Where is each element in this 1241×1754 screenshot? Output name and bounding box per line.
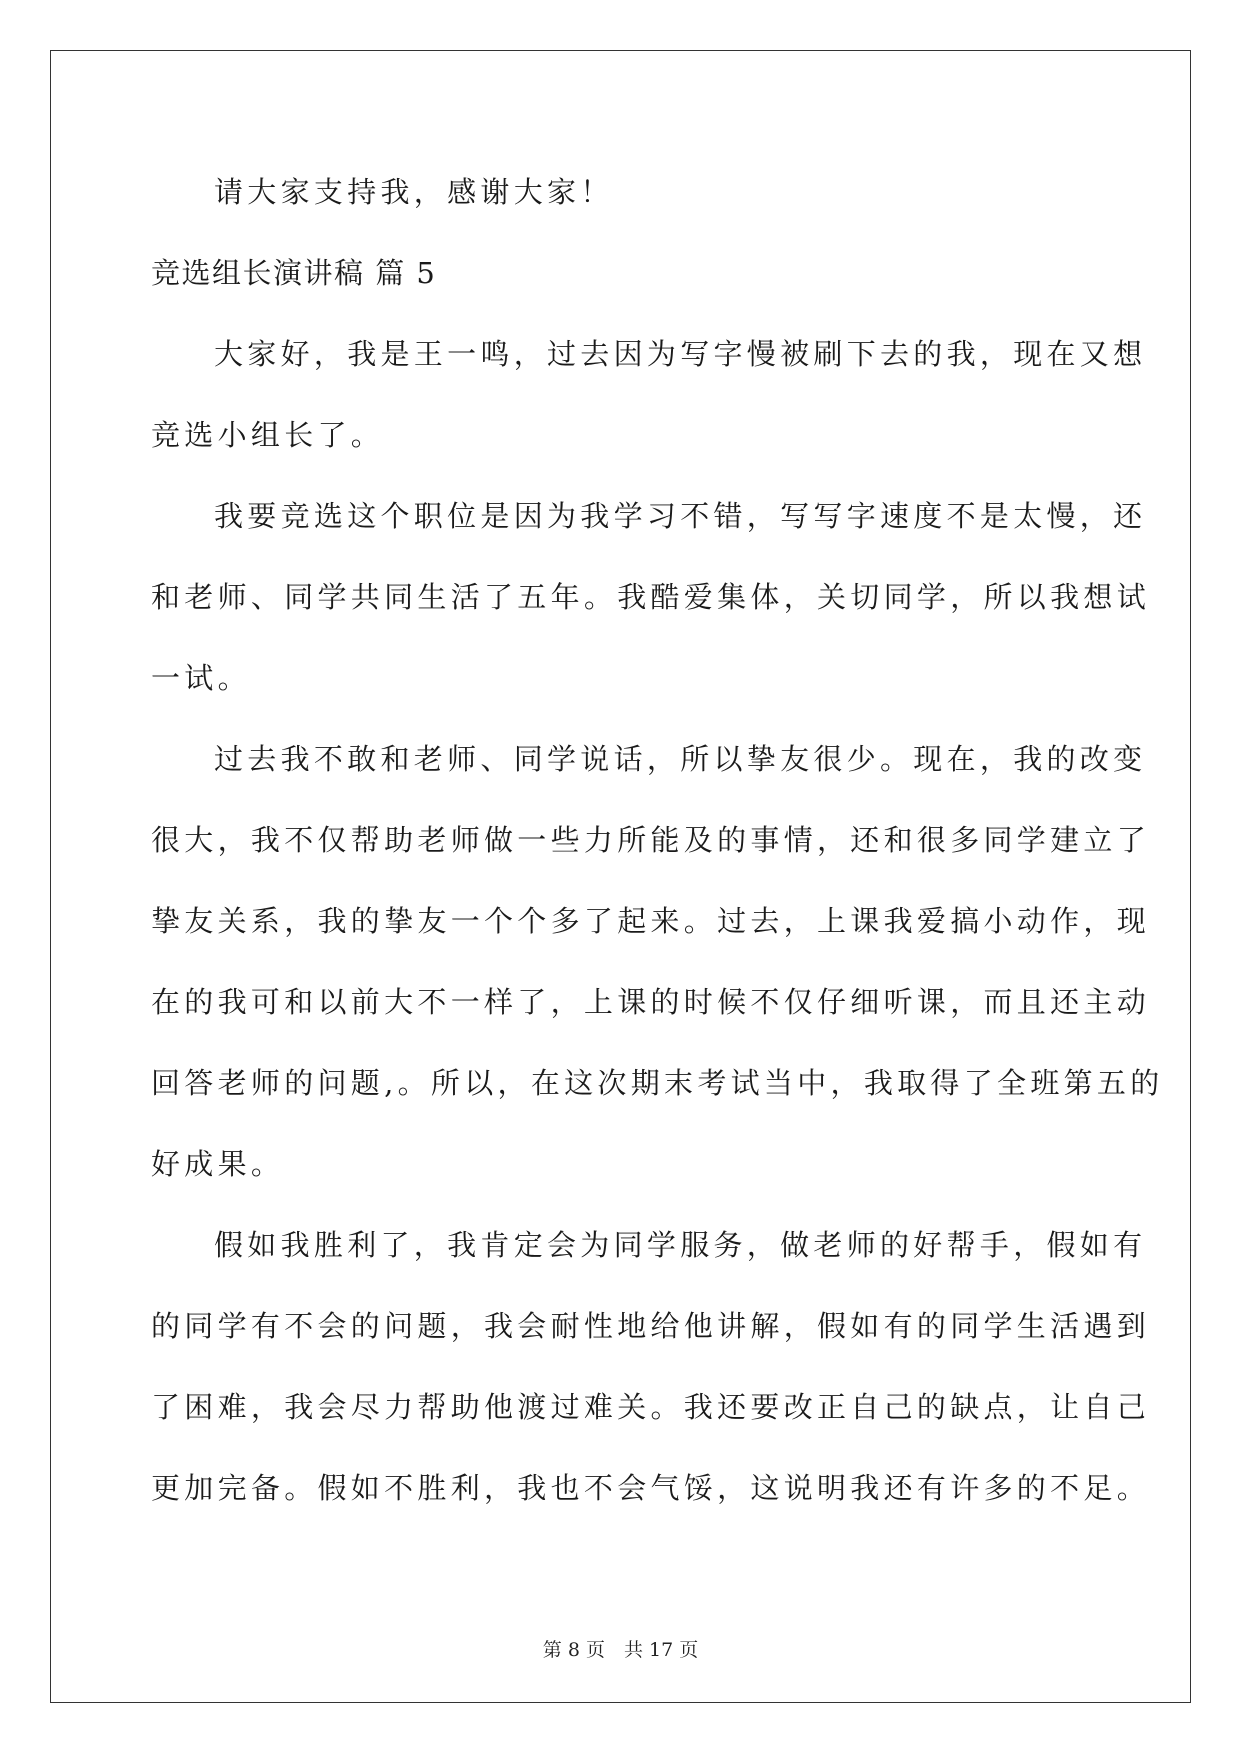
paragraph-line: 请大家支持我，感谢大家！ <box>214 175 614 209</box>
paragraph-line: 的同学有不会的问题，我会耐性地给他讲解，假如有的同学生活遇到 <box>151 1309 1151 1343</box>
paragraph-line: 好成果。 <box>151 1147 285 1181</box>
paragraph-line: 挚友关系，我的挚友一个个多了起来。过去，上课我爱搞小动作，现 <box>151 904 1151 938</box>
paragraph-line: 竞选小组长了。 <box>151 418 385 452</box>
paragraph-line: 大家好，我是王一鸣，过去因为写字慢被刷下去的我，现在又想 <box>214 337 1147 371</box>
paragraph-line: 很大，我不仅帮助老师做一些力所能及的事情，还和很多同学建立了 <box>151 823 1151 857</box>
paragraph-line: 过去我不敢和老师、同学说话，所以挚友很少。现在，我的改变 <box>214 742 1147 776</box>
paragraph-line: 假如我胜利了，我肯定会为同学服务，做老师的好帮手，假如有 <box>214 1228 1147 1262</box>
page-frame <box>50 50 1191 1703</box>
section-heading: 竞选组长演讲稿 篇 5 <box>151 256 437 290</box>
page-number-footer: 第 8 页 共 17 页 <box>542 1639 699 1661</box>
paragraph-line: 我要竞选这个职位是因为我学习不错，写写字速度不是太慢，还 <box>214 499 1147 533</box>
paragraph-line: 更加完备。假如不胜利，我也不会气馁，这说明我还有许多的不足。 <box>151 1471 1151 1505</box>
paragraph-line: 和老师、同学共同生活了五年。我酷爱集体，关切同学，所以我想试 <box>151 580 1151 614</box>
paragraph-line: 回答老师的问题,。所以，在这次期末考试当中，我取得了全班第五的 <box>151 1066 1164 1100</box>
paragraph-line: 一试。 <box>151 661 251 695</box>
paragraph-line: 了困难，我会尽力帮助他渡过难关。我还要改正自己的缺点，让自己 <box>151 1390 1151 1424</box>
paragraph-line: 在的我可和以前大不一样了，上课的时候不仅仔细听课，而且还主动 <box>151 985 1151 1019</box>
